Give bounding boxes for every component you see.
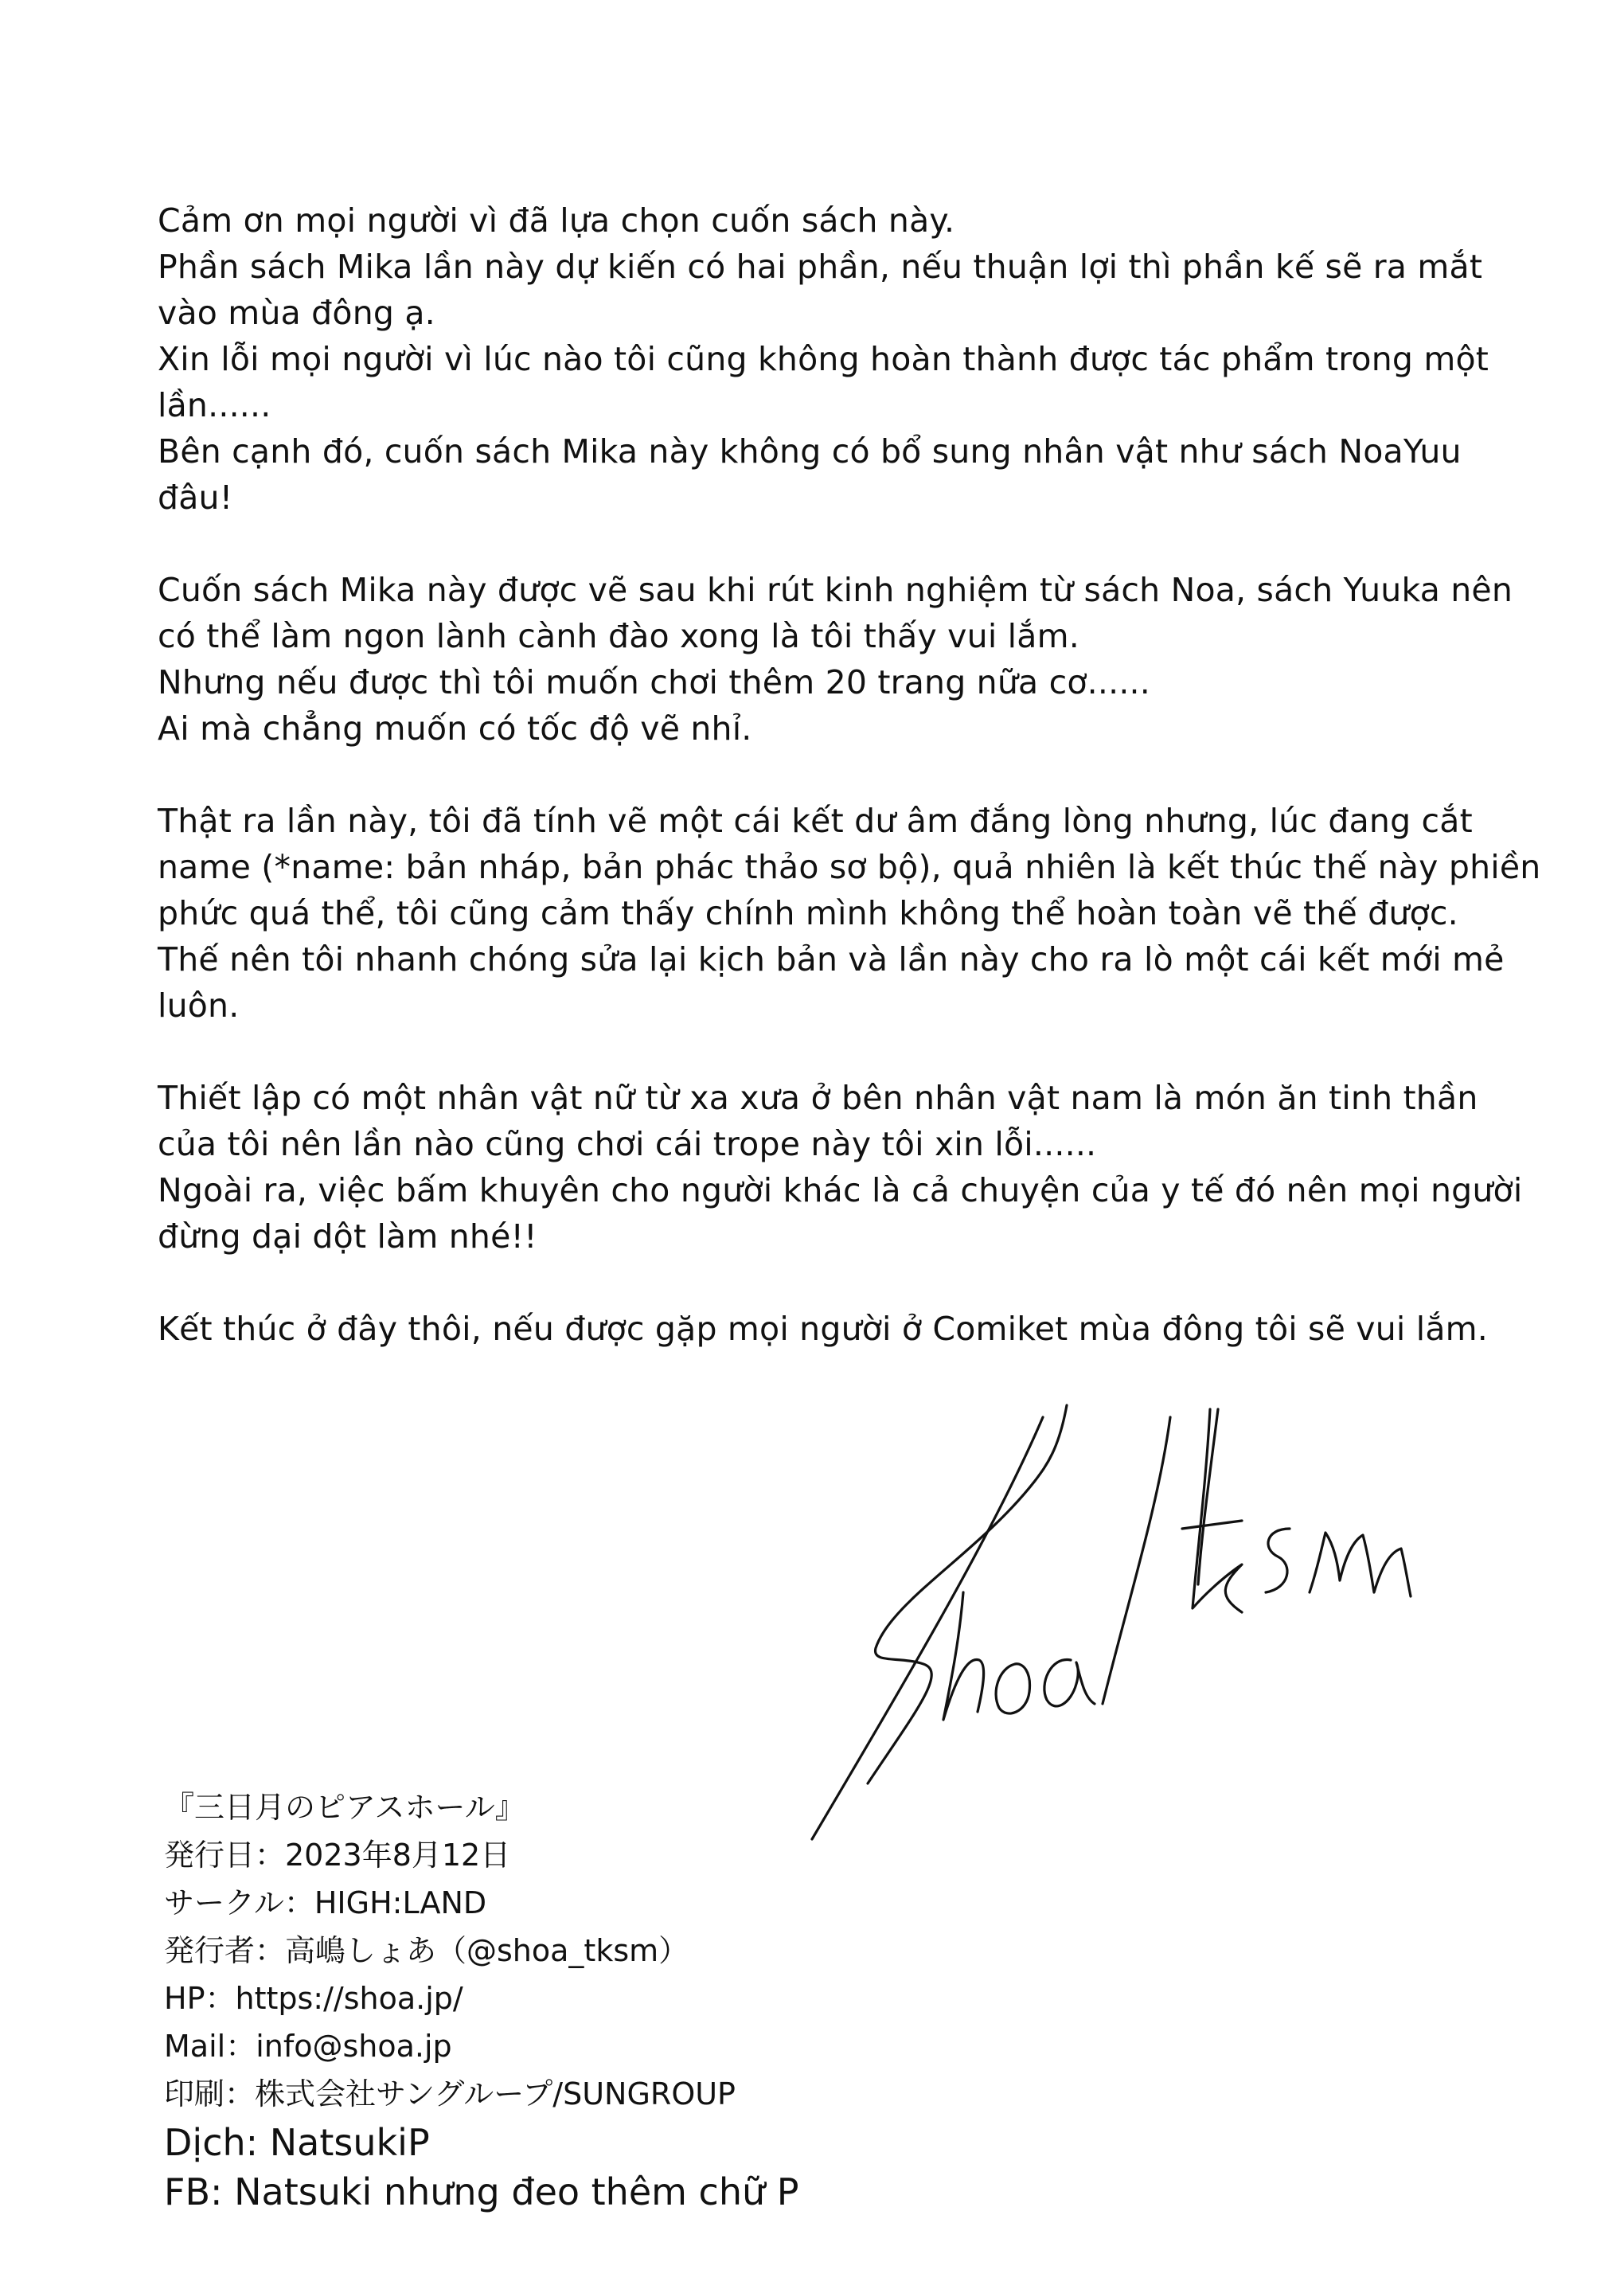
homepage-url: HP：https://shoa.jp/ [164, 1981, 463, 2016]
text-line: của tôi nên lần nào cũng chơi cái trope này tôi xin lỗi...... [158, 1125, 1097, 1163]
paragraph-thanks [158, 197, 1489, 521]
text-line: Cuốn sách Mika này được vẽ sau khi rút kinh nghiệm từ sách Noa, sách Yuuka nên [158, 571, 1513, 609]
signature-stroke-a [1044, 1660, 1095, 1706]
paragraph-experience [158, 567, 1513, 752]
text-line: đừng dại dột làm nhé!! [158, 1217, 537, 1256]
signature-stroke-l [1103, 1417, 1170, 1704]
signature-stroke-s [868, 1405, 1067, 1783]
colophon [164, 1783, 1119, 2217]
text-line: Thật ra lần này, tôi đã tính vẽ một cái kết dư âm đắng lòng nhưng, lúc đang cắt [158, 802, 1473, 840]
afterword-text [158, 197, 1541, 1352]
signature-stroke-t [1182, 1409, 1242, 1584]
paragraph-setting [158, 1075, 1523, 1260]
text-line: Ngoài ra, việc bấm khuyên cho người khác là cả chuyện của y tế đó nên mọi người [158, 1171, 1523, 1209]
printer-name: 印刷：株式会社サングループ/SUNGROUP [164, 2076, 736, 2111]
facebook-credit: FB: Natsuki nhưng đeo thêm chữ P [164, 2170, 799, 2213]
text-line: name (*name: bản nháp, bản phác thảo sơ bộ), quả nhiên là kết thúc thế này phiền [158, 848, 1541, 886]
text-line: Thế nên tôi nhanh chóng sửa lại kịch bản và lần này cho ra lò một cái kết mới mẻ [158, 940, 1505, 979]
signature-stroke-k [1193, 1409, 1242, 1612]
text-line: đâu! [158, 479, 233, 517]
book-title: 『三日月のピアスホール』 [164, 1790, 525, 1825]
signature-stroke-long-diagonal [812, 1417, 1043, 1839]
paragraph-closing [158, 1306, 1489, 1352]
signature-stroke-m [1310, 1533, 1411, 1596]
publisher-name: 発行者：高嶋しょあ（@shoa_tksm） [164, 1933, 689, 1968]
text-line: Ai mà chẳng muốn có tốc độ vẽ nhỉ. [158, 709, 752, 748]
paragraph-ending [158, 798, 1541, 1029]
text-line: có thể làm ngon lành cành đào xong là tôi thấy vui lắm. [158, 617, 1079, 655]
text-line: vào mùa đông ạ. [158, 294, 435, 332]
text-line: Kết thúc ở đây thôi, nếu được gặp mọi người ở Comiket mùa đông tôi sẽ vui lắm. [158, 1310, 1489, 1348]
text-line: lần...... [158, 386, 271, 424]
circle-name: サークル：HIGH:LAND [164, 1885, 487, 1920]
text-line: Bên cạnh đó, cuốn sách Mika này không có bổ sung nhân vật như sách NoaYuu [158, 432, 1462, 471]
publish-date: 発行日：2023年8月12日 [164, 1838, 511, 1873]
text-line: phức quá thể, tôi cũng cảm thấy chính mình không thể hoàn toàn vẽ thế được. [158, 894, 1458, 932]
text-line: Cảm ơn mọi người vì đã lựa chọn cuốn sách này. [158, 201, 955, 240]
text-line: Thiết lập có một nhân vật nữ từ xa xưa ở bên nhân vật nam là món ăn tinh thần [158, 1079, 1478, 1117]
text-line: Nhưng nếu được thì tôi muốn chơi thêm 20 trang nữa cơ...... [158, 663, 1151, 701]
signature-stroke-h [943, 1592, 984, 1720]
text-line: Phần sách Mika lần này dự kiến có hai phần, nếu thuận lợi thì phần kế sẽ ra mắt [158, 248, 1483, 286]
signature-stroke-s2 [1266, 1529, 1290, 1592]
text-line: Xin lỗi mọi người vì lúc nào tôi cũng không hoàn thành được tác phẩm trong một [158, 340, 1489, 378]
signature-stroke-o [996, 1664, 1029, 1713]
translator-credit: Dịch: NatsukiP [164, 2121, 430, 2164]
contact-mail: Mail：info@shoa.jp [164, 2029, 452, 2064]
text-line: luôn. [158, 986, 240, 1025]
